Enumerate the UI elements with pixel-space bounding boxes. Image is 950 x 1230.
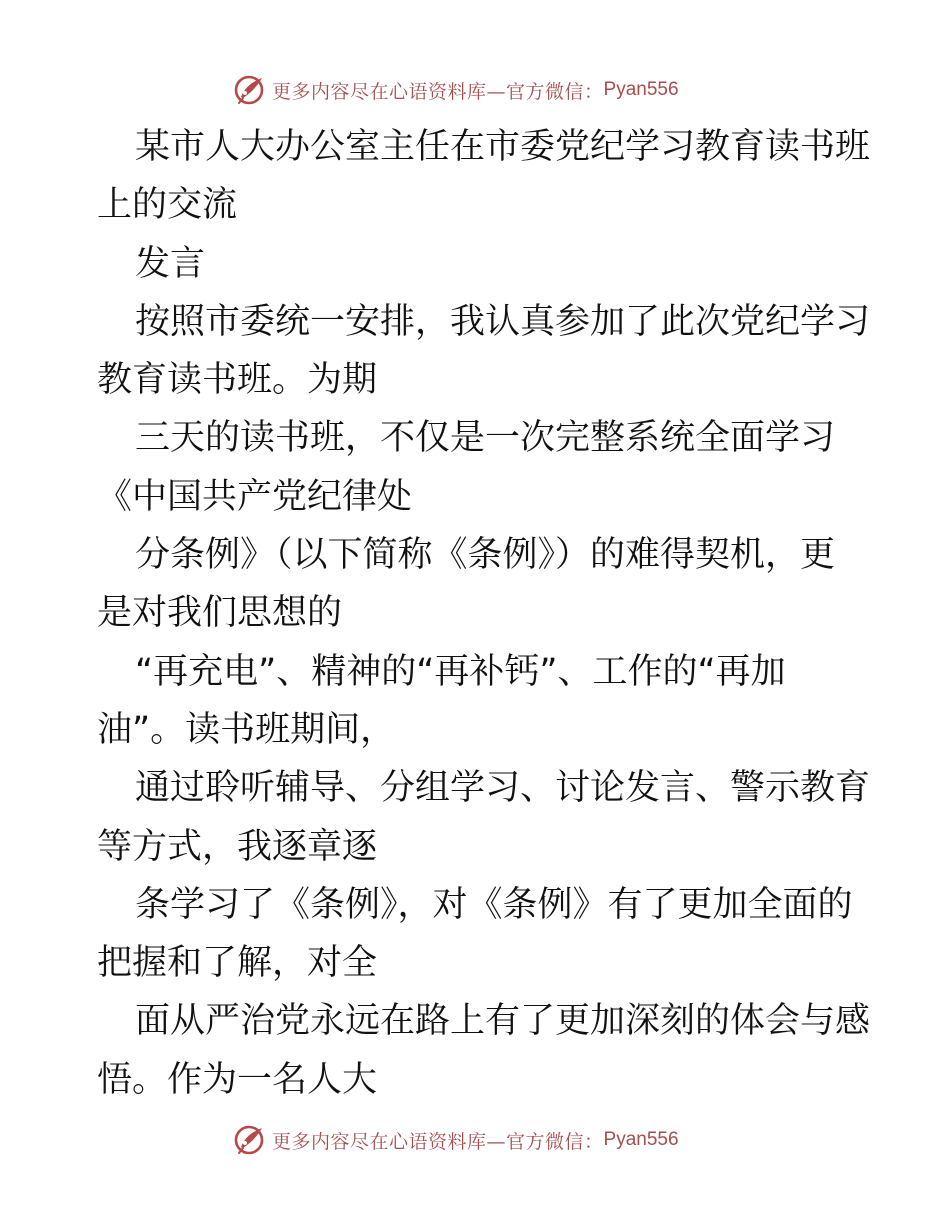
body-line: 某市人大办公室主任在市委党纪学习教育读书班 [135, 127, 871, 167]
body-line: 油”。读书班期间， [97, 709, 396, 750]
body-line: 通过聆听辅导、分组学习、讨论发言、警示教育 [135, 768, 871, 809]
body-line: 《中国共产党纪律处 [97, 476, 413, 517]
body-line: 分条例》（以下简称《条例》）的难得契机，更 [135, 535, 836, 576]
body-line: 面从严治党永远在路上有了更加深刻的体会与感 [135, 1001, 871, 1042]
footer-wechat-id: Pyan556 [603, 1129, 679, 1150]
body-line: 上的交流 [97, 185, 238, 226]
footer-banner-text: 更多内容尽在心语资料库—官方微信： [272, 1130, 604, 1153]
body-line: 是对我们思想的 [97, 593, 343, 634]
body-line: 条学习了《条例》，对《条例》有了更加全面的 [135, 884, 853, 925]
footer-banner [232, 1120, 752, 1160]
body-line: 三天的读书班，不仅是一次完整系统全面学习 [135, 418, 836, 459]
body-line: 等方式，我逐章逐 [97, 826, 378, 867]
quill-logo-icon [232, 73, 266, 107]
header-banner [232, 70, 752, 110]
body-line: 悟。作为一名人大 [97, 1059, 378, 1100]
header-banner-text: 更多内容尽在心语资料库—官方微信： [272, 80, 604, 103]
header-wechat-id: Pyan556 [603, 79, 679, 100]
quill-logo-icon [232, 1123, 266, 1157]
article-body [97, 118, 871, 1109]
body-line: 教育读书班。为期 [97, 360, 378, 401]
body-line: “再充电”、精神的“再补钙”、工作的“再加 [135, 651, 786, 692]
body-line: 把握和了解，对全 [97, 943, 378, 984]
body-line: 按照市委统一安排，我认真参加了此次党纪学习 [135, 301, 871, 342]
body-line: 发言 [135, 243, 206, 284]
